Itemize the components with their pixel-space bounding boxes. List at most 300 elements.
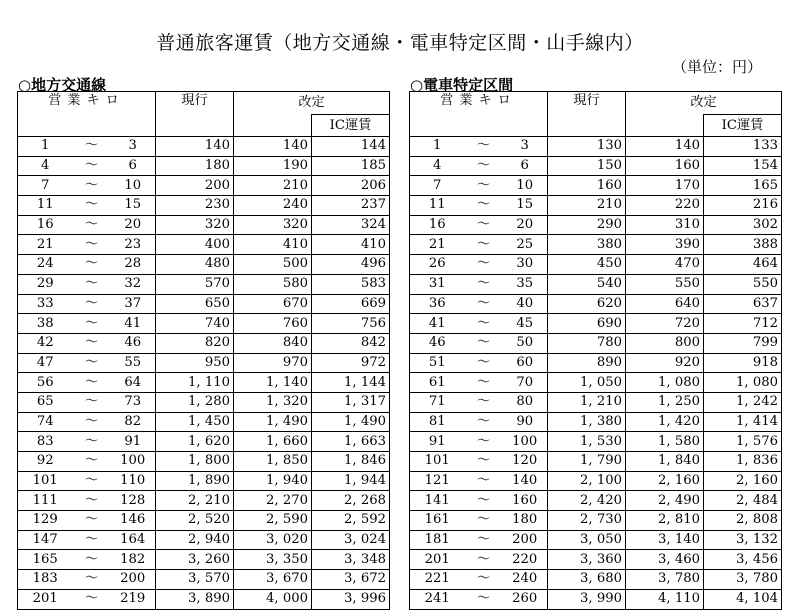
fare-current: 400 [156, 235, 234, 255]
fare-current: 200 [156, 176, 234, 196]
fare-ic: 1, 242 [704, 392, 782, 412]
table-row [18, 235, 390, 255]
km-from: 4 [410, 156, 465, 176]
km-to: 220 [503, 550, 548, 570]
km-from: 201 [18, 589, 73, 609]
fare-ic: 550 [704, 274, 782, 294]
km-from: 121 [410, 471, 465, 491]
km-from: 4 [18, 156, 73, 176]
header-ic: IC運賃 [312, 115, 390, 137]
fare-current: 890 [548, 353, 626, 373]
fare-current: 2, 420 [548, 491, 626, 511]
table-row [18, 196, 390, 216]
km-from: 26 [410, 255, 465, 275]
km-to: 80 [503, 392, 548, 412]
km-to: 20 [111, 215, 156, 235]
km-tilde: ～ [73, 511, 111, 531]
km-tilde: ～ [73, 314, 111, 334]
km-tilde: ～ [73, 255, 111, 275]
km-to: 64 [111, 373, 156, 393]
km-tilde: ～ [465, 333, 503, 353]
fare-current: 3, 890 [156, 589, 234, 609]
table-row [410, 274, 782, 294]
km-from: 83 [18, 432, 73, 452]
table-row [410, 491, 782, 511]
fare-ic: 583 [312, 274, 390, 294]
km-from: 38 [18, 314, 73, 334]
fare-current: 180 [156, 156, 234, 176]
fare-revised: 140 [626, 137, 704, 157]
km-to: 40 [503, 294, 548, 314]
fare-current: 1, 050 [548, 373, 626, 393]
km-to: 260 [503, 589, 548, 609]
fare-current: 3, 680 [548, 570, 626, 590]
km-tilde: ～ [465, 235, 503, 255]
table-row [410, 235, 782, 255]
km-to: 3 [503, 137, 548, 157]
fare-ic: 972 [312, 353, 390, 373]
km-to: 45 [503, 314, 548, 334]
fare-ic: 756 [312, 314, 390, 334]
km-tilde: ～ [73, 550, 111, 570]
fare-current: 740 [156, 314, 234, 334]
km-tilde: ～ [465, 491, 503, 511]
km-tilde: ～ [465, 274, 503, 294]
km-from: 11 [410, 196, 465, 216]
km-to: 73 [111, 392, 156, 412]
fare-revised: 800 [626, 333, 704, 353]
fare-table-local-lines [17, 91, 390, 610]
km-tilde: ～ [465, 373, 503, 393]
fare-current: 1, 800 [156, 452, 234, 472]
fare-revised: 580 [234, 274, 312, 294]
fare-revised: 2, 270 [234, 491, 312, 511]
table-row [18, 589, 390, 609]
km-tilde: ～ [73, 353, 111, 373]
fare-revised: 2, 590 [234, 511, 312, 531]
km-from: 81 [410, 412, 465, 432]
km-tilde: ～ [465, 196, 503, 216]
km-to: 28 [111, 255, 156, 275]
km-from: 241 [410, 589, 465, 609]
km-from: 21 [410, 235, 465, 255]
page-title: 普通旅客運賃（地方交通線・電車特定区間・山手線内） [156, 32, 644, 54]
header-km: 営業キロ [410, 92, 548, 137]
km-tilde: ～ [465, 353, 503, 373]
km-from: 91 [410, 432, 465, 452]
fare-current: 3, 360 [548, 550, 626, 570]
fare-ic: 3, 456 [704, 550, 782, 570]
fare-current: 650 [156, 294, 234, 314]
fare-current: 1, 790 [548, 452, 626, 472]
fare-revised: 2, 810 [626, 511, 704, 531]
fare-current: 1, 280 [156, 392, 234, 412]
km-to: 164 [111, 530, 156, 550]
km-from: 161 [410, 511, 465, 531]
fare-ic: 388 [704, 235, 782, 255]
fare-revised: 550 [626, 274, 704, 294]
fare-current: 450 [548, 255, 626, 275]
km-from: 141 [410, 491, 465, 511]
table-row [410, 530, 782, 550]
fare-current: 230 [156, 196, 234, 216]
fare-ic: 918 [704, 353, 782, 373]
km-from: 21 [18, 235, 73, 255]
fare-revised: 1, 940 [234, 471, 312, 491]
table-row [18, 530, 390, 550]
km-tilde: ～ [73, 294, 111, 314]
km-to: 182 [111, 550, 156, 570]
km-to: 240 [503, 570, 548, 590]
table-row [410, 550, 782, 570]
table-row [410, 432, 782, 452]
fare-revised: 310 [626, 215, 704, 235]
fare-revised: 1, 580 [626, 432, 704, 452]
table-row [410, 511, 782, 531]
km-tilde: ～ [73, 196, 111, 216]
table-row [410, 176, 782, 196]
fare-ic: 216 [704, 196, 782, 216]
km-tilde: ～ [465, 294, 503, 314]
fare-ic: 669 [312, 294, 390, 314]
km-from: 1 [18, 137, 73, 157]
fare-current: 2, 520 [156, 511, 234, 531]
header-revised-blank [234, 115, 312, 137]
fare-revised: 3, 780 [626, 570, 704, 590]
fare-ic: 1, 663 [312, 432, 390, 452]
fare-revised: 1, 080 [626, 373, 704, 393]
fare-ic: 3, 780 [704, 570, 782, 590]
fare-ic: 799 [704, 333, 782, 353]
fare-revised: 1, 320 [234, 392, 312, 412]
fare-ic: 324 [312, 215, 390, 235]
km-to: 200 [111, 570, 156, 590]
fare-current: 1, 890 [156, 471, 234, 491]
km-tilde: ～ [73, 392, 111, 412]
km-from: 7 [410, 176, 465, 196]
fare-ic: 165 [704, 176, 782, 196]
km-from: 29 [18, 274, 73, 294]
km-to: 50 [503, 333, 548, 353]
fare-revised: 190 [234, 156, 312, 176]
km-from: 7 [18, 176, 73, 196]
km-to: 15 [503, 196, 548, 216]
fare-rows [18, 137, 390, 610]
fare-revised: 3, 460 [626, 550, 704, 570]
fare-revised: 2, 490 [626, 491, 704, 511]
fare-ic: 1, 836 [704, 452, 782, 472]
fare-revised: 320 [234, 215, 312, 235]
km-from: 16 [18, 215, 73, 235]
fare-revised: 1, 850 [234, 452, 312, 472]
km-from: 201 [410, 550, 465, 570]
km-to: 90 [503, 412, 548, 432]
km-from: 183 [18, 570, 73, 590]
fare-revised: 640 [626, 294, 704, 314]
km-to: 20 [503, 215, 548, 235]
fare-ic: 2, 268 [312, 491, 390, 511]
fare-revised: 500 [234, 255, 312, 275]
fare-revised: 1, 840 [626, 452, 704, 472]
table-row [410, 412, 782, 432]
km-tilde: ～ [73, 471, 111, 491]
km-tilde: ～ [73, 412, 111, 432]
km-from: 92 [18, 452, 73, 472]
km-from: 111 [18, 491, 73, 511]
km-tilde: ～ [465, 452, 503, 472]
table-row [18, 156, 390, 176]
table-row [410, 137, 782, 157]
fare-revised: 140 [234, 137, 312, 157]
km-to: 140 [503, 471, 548, 491]
fare-ic: 2, 592 [312, 511, 390, 531]
km-tilde: ～ [73, 176, 111, 196]
km-to: 110 [111, 471, 156, 491]
km-tilde: ～ [465, 550, 503, 570]
table-row [18, 333, 390, 353]
header-revised-blank [626, 115, 704, 137]
fare-current: 2, 940 [156, 530, 234, 550]
fare-current: 620 [548, 294, 626, 314]
table-row [18, 471, 390, 491]
km-tilde: ～ [73, 491, 111, 511]
fare-ic: 2, 808 [704, 511, 782, 531]
fare-ic: 4, 104 [704, 589, 782, 609]
km-to: 25 [503, 235, 548, 255]
fare-ic: 464 [704, 255, 782, 275]
km-tilde: ～ [465, 137, 503, 157]
km-to: 10 [111, 176, 156, 196]
fare-rows [410, 137, 782, 610]
table-row [18, 294, 390, 314]
km-tilde: ～ [73, 235, 111, 255]
km-from: 129 [18, 511, 73, 531]
km-to: 46 [111, 333, 156, 353]
header-current: 現行 [156, 92, 234, 137]
fare-ic: 712 [704, 314, 782, 334]
table-row [18, 412, 390, 432]
km-to: 146 [111, 511, 156, 531]
table-row [18, 570, 390, 590]
km-from: 165 [18, 550, 73, 570]
km-tilde: ～ [73, 452, 111, 472]
fare-revised: 3, 020 [234, 530, 312, 550]
table-row [18, 373, 390, 393]
fare-current: 3, 990 [548, 589, 626, 609]
km-to: 15 [111, 196, 156, 216]
table-row [18, 392, 390, 412]
km-to: 200 [503, 530, 548, 550]
fare-current: 480 [156, 255, 234, 275]
fare-revised: 220 [626, 196, 704, 216]
fare-ic: 3, 348 [312, 550, 390, 570]
fare-ic: 206 [312, 176, 390, 196]
table-row [410, 373, 782, 393]
km-from: 41 [410, 314, 465, 334]
fare-revised: 1, 660 [234, 432, 312, 452]
fare-ic: 3, 996 [312, 589, 390, 609]
fare-ic: 496 [312, 255, 390, 275]
table-row [410, 333, 782, 353]
fare-revised: 920 [626, 353, 704, 373]
km-to: 32 [111, 274, 156, 294]
km-to: 120 [503, 452, 548, 472]
km-tilde: ～ [465, 176, 503, 196]
table-row [18, 432, 390, 452]
fare-current: 1, 450 [156, 412, 234, 432]
fare-ic: 144 [312, 137, 390, 157]
km-to: 6 [503, 156, 548, 176]
fare-revised: 170 [626, 176, 704, 196]
km-tilde: ～ [73, 530, 111, 550]
fare-revised: 840 [234, 333, 312, 353]
fare-revised: 670 [234, 294, 312, 314]
fare-current: 2, 210 [156, 491, 234, 511]
fare-current: 1, 620 [156, 432, 234, 452]
km-tilde: ～ [73, 570, 111, 590]
fare-ic: 1, 414 [704, 412, 782, 432]
table-row [410, 353, 782, 373]
km-from: 65 [18, 392, 73, 412]
fare-revised: 3, 140 [626, 530, 704, 550]
table-row [18, 511, 390, 531]
fare-revised: 1, 250 [626, 392, 704, 412]
fare-ic: 842 [312, 333, 390, 353]
unit-label: （単位：円） [671, 58, 762, 76]
fare-ic: 1, 317 [312, 392, 390, 412]
fare-revised: 1, 490 [234, 412, 312, 432]
km-to: 23 [111, 235, 156, 255]
km-from: 36 [410, 294, 465, 314]
km-tilde: ～ [465, 314, 503, 334]
km-tilde: ～ [465, 530, 503, 550]
km-from: 46 [410, 333, 465, 353]
km-to: 35 [503, 274, 548, 294]
table-row [18, 452, 390, 472]
fare-revised: 210 [234, 176, 312, 196]
table-row [410, 215, 782, 235]
fare-current: 140 [156, 137, 234, 157]
km-to: 37 [111, 294, 156, 314]
fare-current: 1, 110 [156, 373, 234, 393]
fare-current: 210 [548, 196, 626, 216]
fare-current: 2, 730 [548, 511, 626, 531]
km-to: 70 [503, 373, 548, 393]
km-tilde: ～ [465, 511, 503, 531]
fare-ic: 410 [312, 235, 390, 255]
km-tilde: ～ [465, 392, 503, 412]
fare-revised: 1, 140 [234, 373, 312, 393]
table-row [18, 215, 390, 235]
fare-revised: 970 [234, 353, 312, 373]
table-row [410, 452, 782, 472]
km-tilde: ～ [465, 432, 503, 452]
km-from: 56 [18, 373, 73, 393]
fare-current: 130 [548, 137, 626, 157]
fare-current: 3, 260 [156, 550, 234, 570]
fare-ic: 133 [704, 137, 782, 157]
fare-revised: 4, 000 [234, 589, 312, 609]
table-row [410, 471, 782, 491]
fare-current: 820 [156, 333, 234, 353]
km-to: 100 [503, 432, 548, 452]
table-row [18, 491, 390, 511]
km-from: 221 [410, 570, 465, 590]
table-row [18, 550, 390, 570]
km-from: 42 [18, 333, 73, 353]
fare-current: 690 [548, 314, 626, 334]
km-tilde: ～ [73, 274, 111, 294]
km-tilde: ～ [73, 137, 111, 157]
fare-ic: 3, 132 [704, 530, 782, 550]
fare-current: 950 [156, 353, 234, 373]
km-from: 31 [410, 274, 465, 294]
table-row [410, 294, 782, 314]
fare-current: 1, 380 [548, 412, 626, 432]
fare-ic: 1, 080 [704, 373, 782, 393]
fare-ic: 3, 672 [312, 570, 390, 590]
fare-current: 160 [548, 176, 626, 196]
km-tilde: ～ [73, 156, 111, 176]
fare-ic: 185 [312, 156, 390, 176]
fare-current: 3, 570 [156, 570, 234, 590]
km-to: 128 [111, 491, 156, 511]
fare-current: 3, 050 [548, 530, 626, 550]
table-row [410, 392, 782, 412]
fare-current: 1, 530 [548, 432, 626, 452]
km-tilde: ～ [465, 471, 503, 491]
km-tilde: ～ [465, 156, 503, 176]
fare-current: 290 [548, 215, 626, 235]
fare-revised: 1, 420 [626, 412, 704, 432]
km-tilde: ～ [465, 215, 503, 235]
section-title-train-specific-area: ○電車特定区間 [410, 76, 514, 94]
header-current: 現行 [548, 92, 626, 137]
fare-revised: 2, 160 [626, 471, 704, 491]
header-revised: 改定 [234, 92, 390, 115]
km-to: 41 [111, 314, 156, 334]
fare-revised: 410 [234, 235, 312, 255]
table-row [410, 156, 782, 176]
km-to: 30 [503, 255, 548, 275]
km-from: 51 [410, 353, 465, 373]
fare-current: 1, 210 [548, 392, 626, 412]
km-tilde: ～ [73, 215, 111, 235]
km-from: 16 [410, 215, 465, 235]
km-from: 147 [18, 530, 73, 550]
fare-ic: 302 [704, 215, 782, 235]
km-tilde: ～ [73, 432, 111, 452]
fare-revised: 4, 110 [626, 589, 704, 609]
km-to: 82 [111, 412, 156, 432]
fare-ic: 2, 160 [704, 471, 782, 491]
table-row [410, 570, 782, 590]
km-from: 33 [18, 294, 73, 314]
table-row [18, 314, 390, 334]
header-km: 営業キロ [18, 92, 156, 137]
table-row [18, 137, 390, 157]
fare-revised: 240 [234, 196, 312, 216]
table-row [18, 176, 390, 196]
table-row [410, 255, 782, 275]
fare-current: 540 [548, 274, 626, 294]
header-ic: IC運賃 [704, 115, 782, 137]
table-row [410, 589, 782, 609]
km-to: 100 [111, 452, 156, 472]
table-row [410, 196, 782, 216]
km-to: 160 [503, 491, 548, 511]
fare-ic: 154 [704, 156, 782, 176]
